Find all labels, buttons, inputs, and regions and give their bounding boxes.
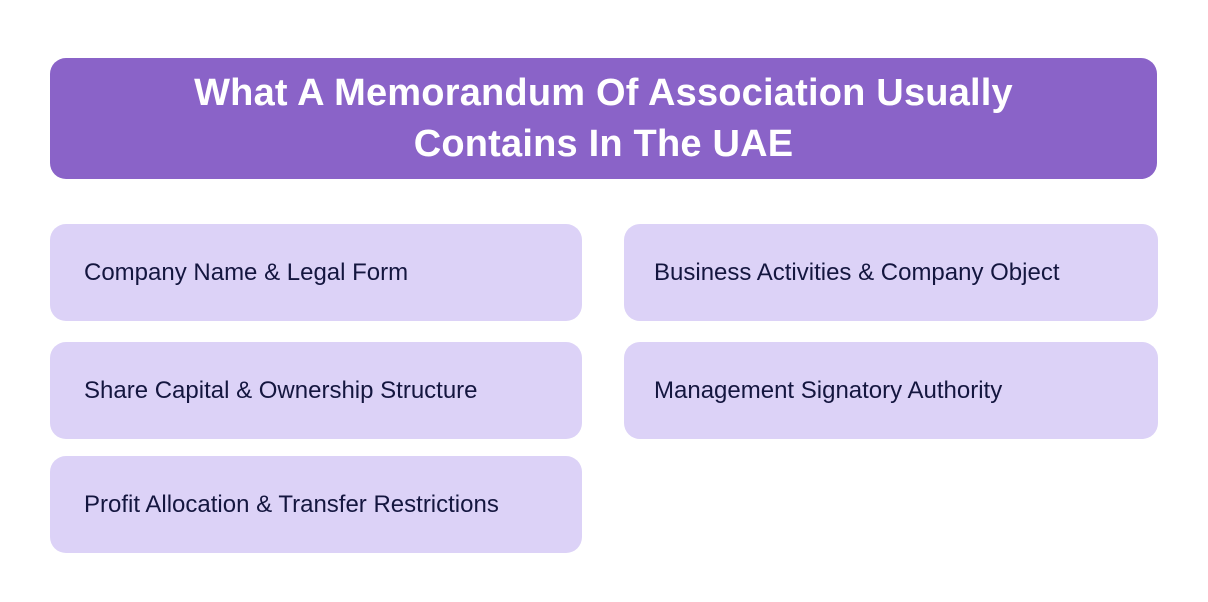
item-label: Business Activities & Company Object (654, 258, 1060, 286)
item-card-business-activities (624, 224, 1158, 321)
item-card-share-capital (50, 342, 582, 439)
item-label: Management Signatory Authority (654, 376, 1003, 404)
item-label: Company Name & Legal Form (84, 258, 409, 286)
page-title: What A Memorandum Of Association Usually Contains In The UAE (194, 71, 1013, 165)
item-label: Profit Allocation & Transfer Restrictions (84, 490, 499, 518)
item-card-company-name (50, 224, 582, 321)
item-card-management-authority (624, 342, 1158, 439)
item-card-profit-allocation (50, 456, 582, 553)
item-label: Share Capital & Ownership Structure (84, 376, 478, 404)
header-banner (50, 58, 1157, 179)
